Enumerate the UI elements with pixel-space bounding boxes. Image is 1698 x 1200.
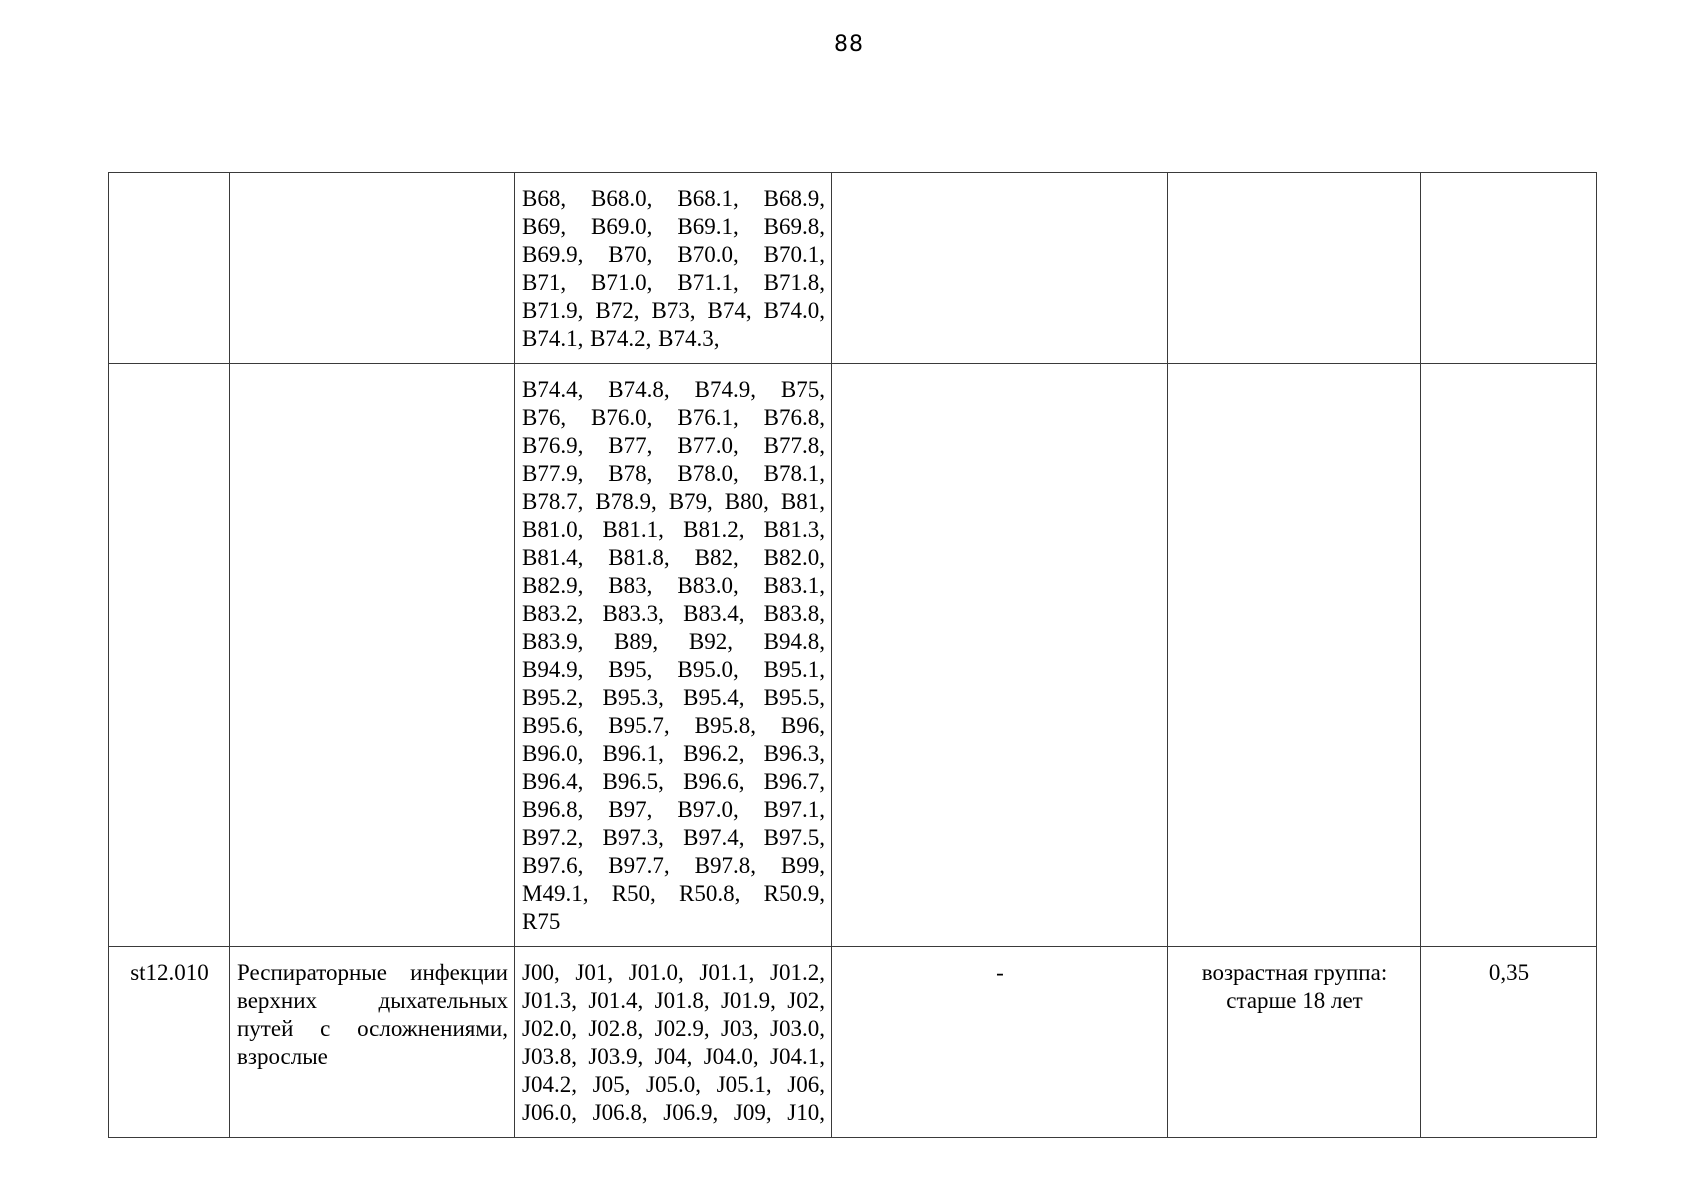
code-line: B68, B68.0, B68.1, B68.9, — [522, 186, 825, 211]
code-line: B83.9, B89, B92, B94.8, — [522, 629, 825, 654]
name-line: взрослые — [237, 1044, 328, 1069]
code-line: B78.7, B78.9, B79, B80, B81, — [522, 489, 825, 514]
code-line: B69.9, B70, B70.0, B70.1, — [522, 242, 825, 267]
page-number: 88 — [834, 32, 864, 57]
cell-diagnosis-codes — [515, 173, 832, 364]
cell-coefficient — [1421, 364, 1597, 947]
code-line: B95.6, B95.7, B95.8, B96, — [522, 713, 825, 738]
code-line: B74.1, B74.2, B74.3, — [522, 326, 720, 351]
code-line: B94.9, B95, B95.0, B95.1, — [522, 657, 825, 682]
table-row — [109, 947, 1597, 1138]
code-line: B69, B69.0, B69.1, B69.8, — [522, 214, 825, 239]
name-line: путей с осложнениями, — [237, 1016, 508, 1041]
code-line: J01.3, J01.4, J01.8, J01.9, J02, — [522, 988, 825, 1013]
cell-code: st12.010 — [109, 947, 230, 1138]
code-line: M49.1, R50, R50.8, R50.9, — [522, 881, 825, 906]
cell-coefficient: 0,35 — [1421, 947, 1597, 1138]
cell-criteria — [1168, 947, 1421, 1138]
code-line: B81.0, B81.1, B81.2, B81.3, — [522, 517, 825, 542]
cell-name — [230, 947, 515, 1138]
code-line: B96.4, B96.5, B96.6, B96.7, — [522, 769, 825, 794]
code-line: B96.0, B96.1, B96.2, B96.3, — [522, 741, 825, 766]
code-line: B81.4, B81.8, B82, B82.0, — [522, 545, 825, 570]
cell-name — [230, 173, 515, 364]
name-line: Респираторные инфекции — [237, 960, 508, 985]
table-row — [109, 364, 1597, 947]
code-line: B74.4, B74.8, B74.9, B75, — [522, 377, 825, 402]
table-row — [109, 173, 1597, 364]
criteria-line: возрастная группа: — [1201, 960, 1388, 985]
name-line: верхних дыхательных — [237, 988, 508, 1013]
code-line: B97.6, B97.7, B97.8, B99, — [522, 853, 825, 878]
cell-procedure — [832, 364, 1168, 947]
code-line: B97.2, B97.3, B97.4, B97.5, — [522, 825, 825, 850]
code-line: J06.0, J06.8, J06.9, J09, J10, — [522, 1100, 825, 1125]
criteria-line: старше 18 лет — [1226, 988, 1363, 1013]
cell-diagnosis-codes — [515, 364, 832, 947]
code-line: B77.9, B78, B78.0, B78.1, — [522, 461, 825, 486]
code-line: B76.9, B77, B77.0, B77.8, — [522, 433, 825, 458]
code-line: B82.9, B83, B83.0, B83.1, — [522, 573, 825, 598]
code-line: B71, B71.0, B71.1, B71.8, — [522, 270, 825, 295]
code-line: J02.0, J02.8, J02.9, J03, J03.0, — [522, 1016, 825, 1041]
code-line: B96.8, B97, B97.0, B97.1, — [522, 797, 825, 822]
code-line: J00, J01, J01.0, J01.1, J01.2, — [522, 960, 825, 985]
code-line: B83.2, B83.3, B83.4, B83.8, — [522, 601, 825, 626]
cell-procedure: - — [832, 947, 1168, 1138]
cell-coefficient — [1421, 173, 1597, 364]
code-line: J03.8, J03.9, J04, J04.0, J04.1, — [522, 1044, 825, 1069]
code-line: R75 — [522, 909, 561, 934]
code-line: B76, B76.0, B76.1, B76.8, — [522, 405, 825, 430]
cell-criteria — [1168, 364, 1421, 947]
tariff-table — [108, 172, 1597, 1138]
cell-procedure — [832, 173, 1168, 364]
cell-code — [109, 173, 230, 364]
cell-criteria — [1168, 173, 1421, 364]
code-line: B71.9, B72, B73, B74, B74.0, — [522, 298, 825, 323]
cell-name — [230, 364, 515, 947]
code-line: J04.2, J05, J05.0, J05.1, J06, — [522, 1072, 825, 1097]
code-line: B95.2, B95.3, B95.4, B95.5, — [522, 685, 825, 710]
cell-diagnosis-codes — [515, 947, 832, 1138]
cell-code — [109, 364, 230, 947]
